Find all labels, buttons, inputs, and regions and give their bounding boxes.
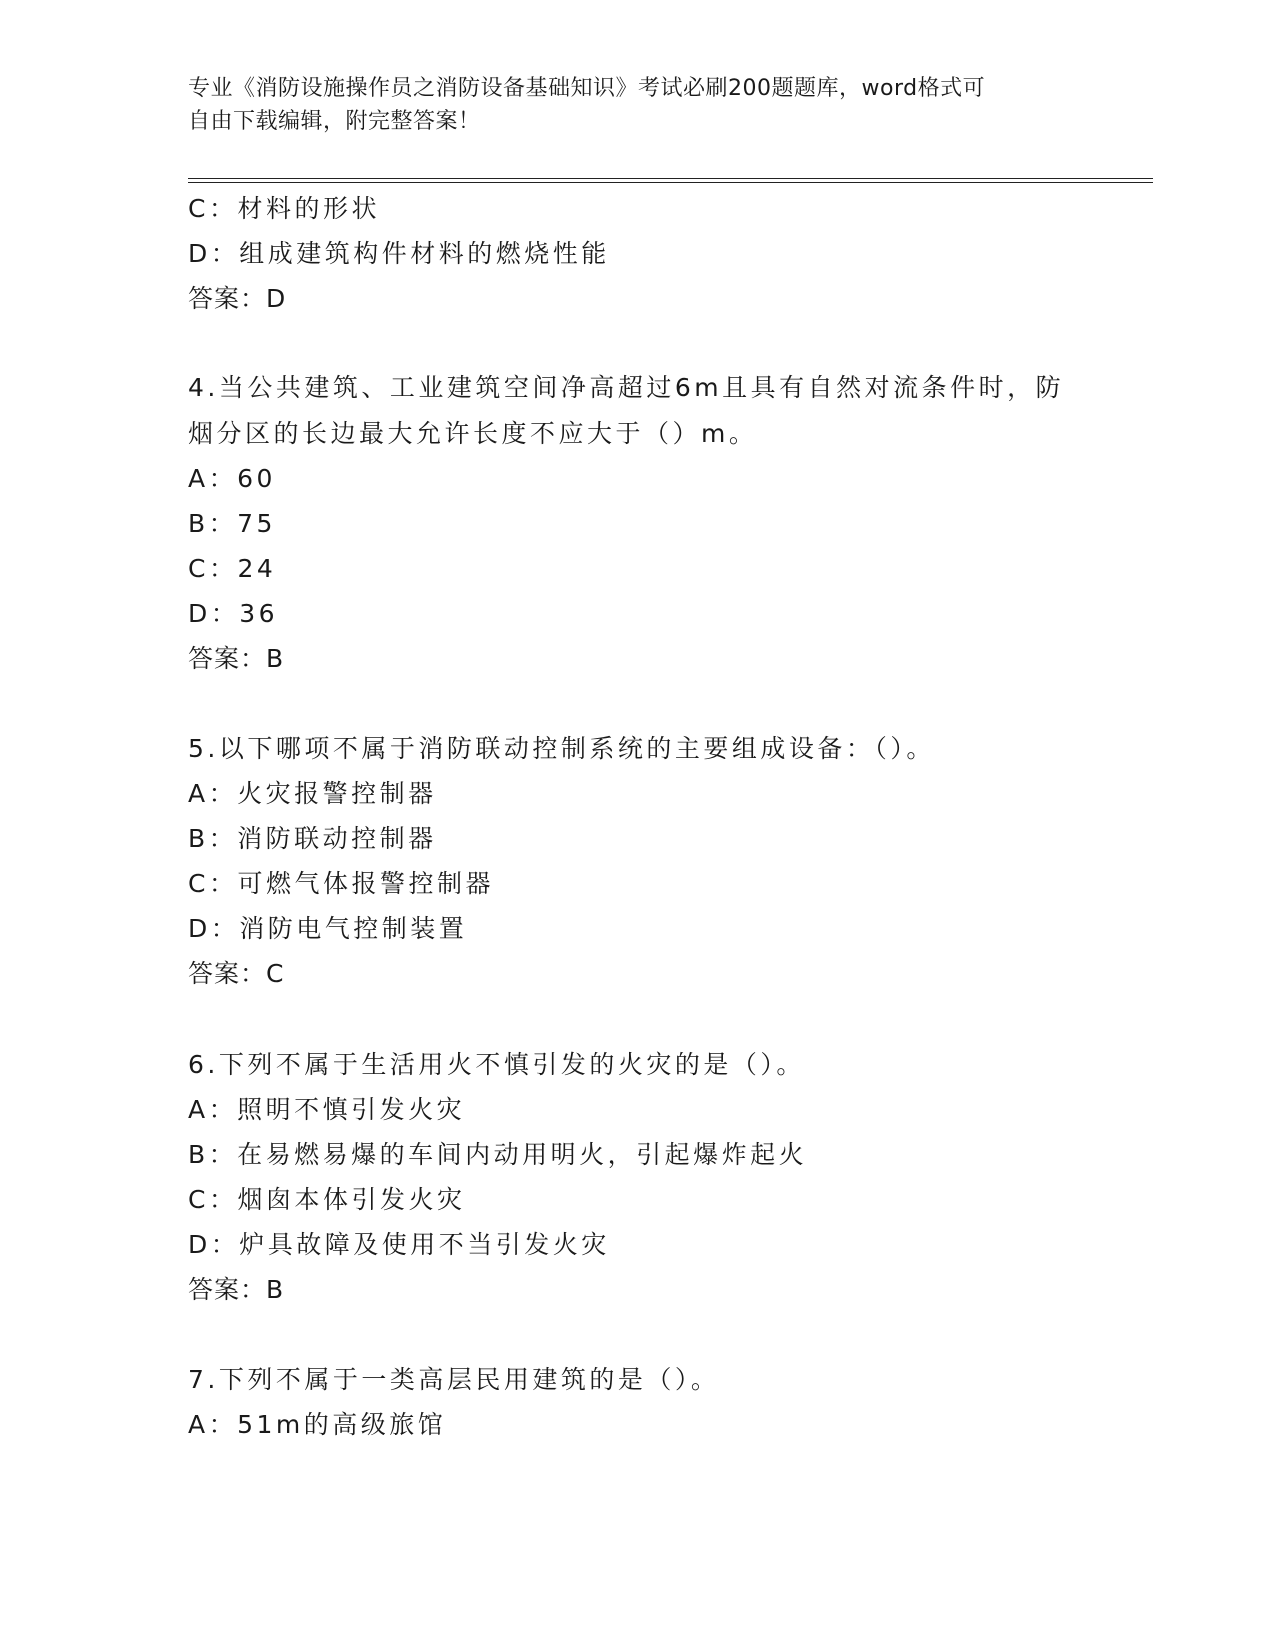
q4-option-a: A：60 [188,464,276,493]
q6-option-a: A：照明不慎引发火灾 [188,1095,466,1124]
q4-option-b: B：75 [188,509,276,538]
q3-option-d: D：组成建筑构件材料的燃烧性能 [188,239,610,268]
q5-stem: 5.以下哪项不属于消防联动控制系统的主要组成设备：（）。 [188,734,935,763]
header-line-2: 自由下载编辑，附完整答案！ [188,109,481,134]
q7-stem: 7.下列不属于一类高层民用建筑的是（）。 [188,1365,720,1394]
header-line-1: 专业《消防设施操作员之消防设备基础知识》考试必刷200题题库，word格式可 [188,76,986,101]
q4-stem-line-2: 烟分区的长边最大允许长度不应大于（）m。 [188,419,758,448]
q6-answer: 答案：B [188,1275,285,1304]
header-divider-bottom [188,182,1153,183]
q5-option-c: C：可燃气体报警控制器 [188,869,494,898]
q4-option-c: C：24 [188,554,277,583]
q5-option-d: D：消防电气控制装置 [188,914,468,943]
q4-option-d: D：36 [188,599,279,628]
q6-option-d: D：炉具故障及使用不当引发火灾 [188,1230,610,1259]
document-header [188,72,1088,138]
q4-stem-line-1: 4.当公共建筑、工业建筑空间净高超过6m且具有自然对流条件时，防 [188,373,1065,402]
q6-stem: 6.下列不属于生活用火不慎引发的火灾的是（）。 [188,1050,805,1079]
q5-answer: 答案：C [188,959,285,988]
q7-option-a: A：51m的高级旅馆 [188,1410,447,1439]
q6-option-c: C：烟囱本体引发火灾 [188,1185,466,1214]
q3-option-c: C：材料的形状 [188,194,380,223]
q5-option-a: A：火灾报警控制器 [188,779,437,808]
header-divider-top [188,178,1153,179]
q5-option-b: B：消防联动控制器 [188,824,437,853]
q6-option-b: B：在易燃易爆的车间内动用明火，引起爆炸起火 [188,1140,808,1169]
q3-answer: 答案：D [188,284,287,313]
q4-answer: 答案：B [188,644,285,673]
